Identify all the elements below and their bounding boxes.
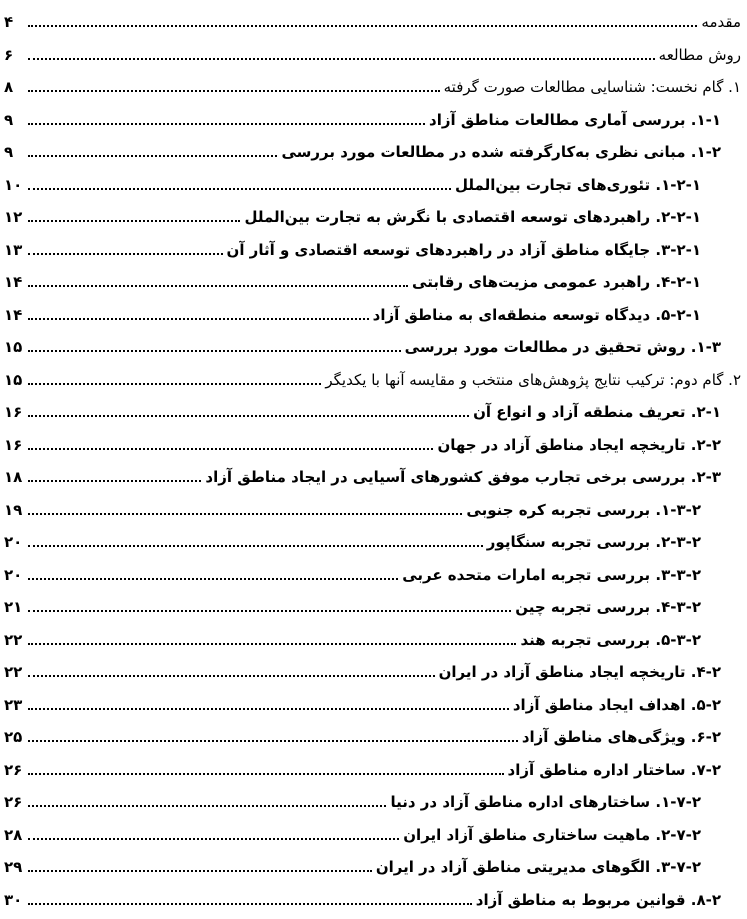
dot-leader xyxy=(28,25,697,27)
toc-entry-title: ۳-۷-۲. الگوهای مدیریتی مناطق آزاد در ایران xyxy=(375,858,701,876)
toc-entry[interactable] xyxy=(4,650,741,682)
toc-entry[interactable] xyxy=(4,813,741,845)
dot-leader xyxy=(28,123,425,125)
toc-entry[interactable] xyxy=(4,553,741,585)
toc-entry[interactable] xyxy=(4,780,741,812)
dot-leader xyxy=(28,773,504,775)
toc-entry[interactable] xyxy=(4,878,741,910)
toc-entry-title: ۵-۲. اهداف ایجاد مناطق آزاد xyxy=(512,695,721,714)
toc-entry-page-number: ۲۱ xyxy=(4,598,23,616)
toc-entry-page-number: ۲۶ xyxy=(4,793,23,811)
toc-entry-title: ۴-۳-۲. بررسی تجربه چین xyxy=(515,598,701,616)
dot-leader xyxy=(28,188,451,190)
dot-leader xyxy=(28,318,369,320)
dot-leader xyxy=(28,90,440,92)
dot-leader xyxy=(28,903,472,905)
dot-leader xyxy=(28,415,469,417)
toc-entry[interactable] xyxy=(4,455,741,487)
toc-entry-title: ۱-۲. مبانی نظری به‌کارگرفته شده در مطالعات مورد بررسی xyxy=(281,143,721,161)
toc-entry-title: ۲-۲-۱. راهبردهای توسعه اقتصادی با نگرش به تجارت بین‌الملل xyxy=(244,208,701,226)
toc-entry[interactable] xyxy=(4,520,741,552)
toc-entry-page-number: ۱۵ xyxy=(4,338,23,356)
toc-entry-page-number: ۲۹ xyxy=(4,858,23,876)
toc-entry-title: مقدمه xyxy=(701,13,741,31)
toc-entry-title: ۴-۲. تاریخچه ایجاد مناطق آزاد در ایران xyxy=(438,663,721,681)
dot-leader xyxy=(28,350,401,352)
toc-entry-page-number: ۱۳ xyxy=(4,240,23,259)
dot-leader xyxy=(28,870,372,872)
toc-entry-page-number: ۱۲ xyxy=(4,208,23,226)
toc-entry-page-number: ۲۰ xyxy=(4,533,23,551)
toc-entry-title: ۱. گام نخست: شناسایی مطالعات صورت گرفته xyxy=(443,78,741,96)
toc-entry[interactable] xyxy=(4,195,741,227)
dot-leader xyxy=(28,155,277,157)
toc-entry[interactable] xyxy=(4,423,741,455)
toc-entry-page-number: ۱۴ xyxy=(4,305,23,324)
toc-entry[interactable] xyxy=(4,618,741,650)
toc-entry[interactable] xyxy=(4,585,741,617)
toc-entry-title: ۲-۳-۲. بررسی تجربه سنگاپور xyxy=(486,533,701,551)
toc-entry-title: ۲-۱. تعریف منطقه آزاد و انواع آن xyxy=(473,403,721,421)
dot-leader xyxy=(28,253,223,255)
toc-entry[interactable] xyxy=(4,390,741,422)
toc-entry[interactable] xyxy=(4,845,741,877)
toc-entry-page-number: ۱۸ xyxy=(4,468,23,486)
toc-entry-page-number: ۲۵ xyxy=(4,728,23,746)
toc-entry-page-number: ۱۰ xyxy=(4,175,23,194)
toc-entry-page-number: ۹ xyxy=(4,143,14,161)
toc-entry-title: ۱-۷-۲. ساختارهای اداره مناطق آزاد در دنیا xyxy=(390,793,701,811)
toc-entry-title: ۳-۲-۱. جایگاه مناطق آزاد در راهبردهای توسعه اقتصادی و آثار آن xyxy=(226,240,701,259)
toc-entry-title: ۵-۳-۲. بررسی تجربه هند xyxy=(520,630,701,649)
toc-entry-page-number: ۸ xyxy=(4,78,14,96)
toc-entry-title: ۶-۲. ویژگی‌های مناطق آزاد xyxy=(521,728,721,746)
toc-entry-page-number: ۳۰ xyxy=(4,890,23,909)
toc-entry-title: ۲-۷-۲. ماهیت ساختاری مناطق آزاد ایران xyxy=(403,825,701,844)
toc-entry[interactable] xyxy=(4,488,741,520)
toc-entry[interactable] xyxy=(4,98,741,130)
toc-entry[interactable] xyxy=(4,748,741,780)
toc-entry[interactable] xyxy=(4,325,741,357)
toc-entry-page-number: ۱۹ xyxy=(4,500,23,519)
dot-leader xyxy=(28,220,240,222)
dot-leader xyxy=(28,545,483,547)
toc-entry-title: ۲. گام دوم: ترکیب نتایج پژوهش‌های منتخب و مقایسه آنها با یکدیگر xyxy=(325,370,741,389)
toc-entry-title: ۳-۳-۲. بررسی تجربه امارات متحده عربی xyxy=(402,565,701,584)
toc-entry[interactable] xyxy=(4,715,741,747)
toc-entry[interactable] xyxy=(4,358,741,390)
dot-leader xyxy=(28,708,509,710)
toc-entry-page-number: ۲۲ xyxy=(4,630,23,649)
toc-entry-title: ۱-۱. بررسی آماری مطالعات مناطق آزاد xyxy=(429,110,721,129)
toc-entry-page-number: ۱۶ xyxy=(4,403,23,421)
dot-leader xyxy=(28,805,386,807)
toc-entry-title: ۱-۳. روش تحقیق در مطالعات مورد بررسی xyxy=(404,338,721,356)
toc-entry-title: روش مطالعه xyxy=(658,45,741,64)
toc-entry-title: ۴-۲-۱. راهبرد عمومی مزیت‌های رقابتی xyxy=(412,273,701,291)
toc-entry-title: ۱-۲-۱. تئوری‌های تجارت بین‌الملل xyxy=(455,175,701,194)
toc-entry-page-number: ۲۰ xyxy=(4,565,23,584)
toc-entry-title: ۲-۲. تاریخچه ایجاد مناطق آزاد در جهان xyxy=(437,435,721,454)
dot-leader xyxy=(28,838,399,840)
dot-leader xyxy=(28,285,408,287)
dot-leader xyxy=(28,448,433,450)
toc-entry[interactable] xyxy=(4,130,741,162)
dot-leader xyxy=(28,610,511,612)
dot-leader xyxy=(28,643,516,645)
toc-entry-page-number: ۹ xyxy=(4,110,14,129)
dot-leader xyxy=(28,58,655,60)
dot-leader xyxy=(28,383,321,385)
toc-entry-page-number: ۶ xyxy=(4,45,14,64)
toc-entry-page-number: ۲۲ xyxy=(4,663,23,681)
toc-entry-page-number: ۱۴ xyxy=(4,273,23,291)
toc-entry-page-number: ۴ xyxy=(4,13,14,31)
toc-entry-title: ۲-۳. بررسی برخی تجارب موفق کشورهای آسیایی در ایجاد مناطق آزاد xyxy=(205,468,721,486)
toc-entry-page-number: ۱۶ xyxy=(4,435,23,454)
dot-leader xyxy=(28,740,518,742)
dot-leader xyxy=(28,675,435,677)
toc-entry[interactable] xyxy=(4,683,741,715)
toc-entry[interactable] xyxy=(4,65,741,97)
toc-entry[interactable] xyxy=(4,260,741,292)
toc-entry[interactable] xyxy=(4,33,741,65)
toc-entry[interactable] xyxy=(4,163,741,195)
toc-entry[interactable] xyxy=(4,228,741,260)
toc-entry-title: ۸-۲. قوانین مربوط به مناطق آزاد xyxy=(475,890,721,909)
toc-entry-title: ۷-۲. ساختار اداره مناطق آزاد xyxy=(507,760,721,779)
dot-leader xyxy=(28,480,201,482)
toc-entry-page-number: ۱۵ xyxy=(4,370,23,389)
toc-entry[interactable] xyxy=(4,293,741,325)
dot-leader xyxy=(28,513,462,515)
toc-entry-page-number: ۲۶ xyxy=(4,760,23,779)
dot-leader xyxy=(28,578,398,580)
toc-entry-page-number: ۲۳ xyxy=(4,695,23,714)
toc-entry-page-number: ۲۸ xyxy=(4,825,23,844)
toc-entry-title: ۵-۲-۱. دیدگاه توسعه منطقه‌ای به مناطق آزاد xyxy=(372,305,701,324)
toc-entry-title: ۱-۳-۲. بررسی تجربه کره جنوبی xyxy=(466,500,701,519)
toc-entry[interactable] xyxy=(4,0,741,32)
